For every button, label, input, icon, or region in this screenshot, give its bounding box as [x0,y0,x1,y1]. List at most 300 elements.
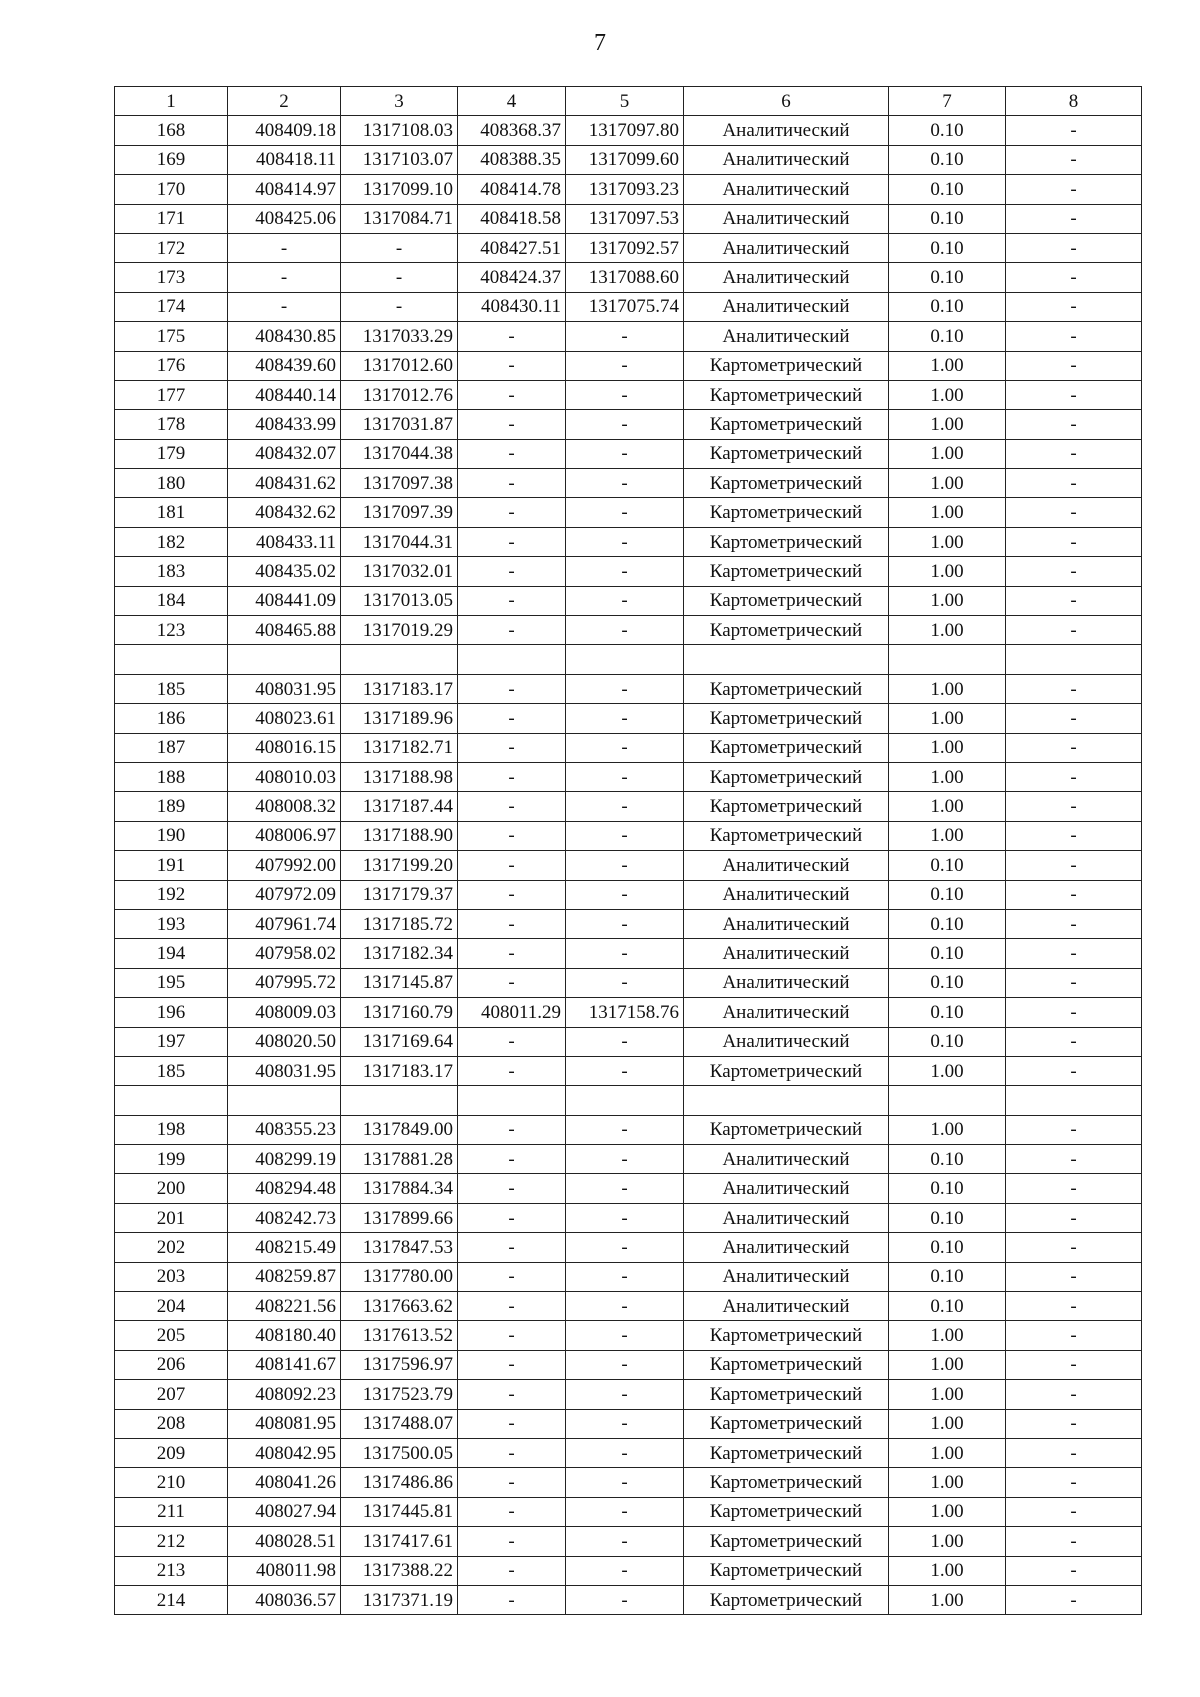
table-row [115,527,1142,556]
table-cell: 408424.37 [458,263,566,292]
table-cell [228,1086,341,1115]
table-cell: 184 [115,586,228,615]
table-cell: 204 [115,1292,228,1321]
table-cell: 408006.97 [228,821,341,850]
table-cell: - [1006,1115,1142,1144]
table-cell: - [1006,1233,1142,1262]
table-cell: - [228,233,341,262]
table-cell: 198 [115,1115,228,1144]
table-cell: 209 [115,1438,228,1467]
table-cell: 408242.73 [228,1203,341,1232]
table-cell: 0.10 [889,292,1006,321]
table-cell: - [458,1174,566,1203]
table-cell [458,645,566,674]
table-cell: 1317445.81 [341,1497,458,1526]
table-cell: - [458,1203,566,1232]
table-cell: 181 [115,498,228,527]
table-cell: 1317183.17 [341,674,458,703]
table-cell: 408439.60 [228,351,341,380]
table-cell: 408259.87 [228,1262,341,1291]
table-cell: - [228,292,341,321]
table-cell: 1.00 [889,1527,1006,1556]
table-cell: - [566,469,684,498]
table-cell: - [458,557,566,586]
table-cell: 408031.95 [228,674,341,703]
table-cell: - [1006,821,1142,850]
table-cell: - [458,704,566,733]
table-cell: - [1006,586,1142,615]
table-cell: 1317189.96 [341,704,458,733]
table-row [115,1115,1142,1144]
table-row [115,1321,1142,1350]
table-row [115,557,1142,586]
table-cell: Картометрический [684,1350,889,1379]
table-cell: - [458,1556,566,1585]
table-cell: Картометрический [684,1115,889,1144]
table-cell: 1317371.19 [341,1585,458,1614]
table-cell: - [458,586,566,615]
column-header: 5 [566,87,684,116]
table-cell: - [1006,351,1142,380]
table-cell: - [458,1409,566,1438]
table-cell: 171 [115,204,228,233]
table-cell: 408388.35 [458,145,566,174]
table-cell: - [458,1145,566,1174]
table-cell: 170 [115,175,228,204]
table-row [115,175,1142,204]
table-row [115,116,1142,145]
column-header: 8 [1006,87,1142,116]
table-cell: - [1006,674,1142,703]
table-cell: 0.10 [889,880,1006,909]
table-cell: 1317596.97 [341,1350,458,1379]
table-cell: Аналитический [684,145,889,174]
table-cell: - [1006,1292,1142,1321]
table-cell: 197 [115,1027,228,1056]
table-cell: - [566,586,684,615]
table-cell: - [566,380,684,409]
table-cell [1006,645,1142,674]
table-cell: 1.00 [889,498,1006,527]
table-cell: 203 [115,1262,228,1291]
table-cell: - [458,380,566,409]
table-cell: 1317012.76 [341,380,458,409]
table-cell: Аналитический [684,233,889,262]
table-cell: - [1006,1468,1142,1497]
table-cell: - [341,233,458,262]
table-row [115,586,1142,615]
table-cell: Картометрический [684,527,889,556]
table-cell: - [1006,1527,1142,1556]
table-cell: - [1006,410,1142,439]
table-cell: 1317179.37 [341,880,458,909]
table-cell: - [458,851,566,880]
table-cell: - [566,1203,684,1232]
table-cell: - [1006,733,1142,762]
table-cell: - [458,469,566,498]
table-cell: - [341,263,458,292]
table-cell: - [566,1145,684,1174]
table-cell: Картометрический [684,1438,889,1467]
table-cell: 1317093.23 [566,175,684,204]
table-cell: 1.00 [889,674,1006,703]
table-cell [566,1086,684,1115]
table-cell [889,645,1006,674]
table-cell: 408009.03 [228,998,341,1027]
table-cell: - [1006,469,1142,498]
table-row [115,762,1142,791]
table-cell: 1317031.87 [341,410,458,439]
table-row [115,998,1142,1027]
table-cell: - [566,616,684,645]
table-cell: 1.00 [889,1115,1006,1144]
table-cell: 408465.88 [228,616,341,645]
table-cell: 408092.23 [228,1380,341,1409]
table-cell: 408430.85 [228,322,341,351]
table-cell: 1.00 [889,1585,1006,1614]
table-row [115,821,1142,850]
table-cell [341,1086,458,1115]
table-cell: 1.00 [889,704,1006,733]
table-cell: - [566,733,684,762]
table-cell: 407992.00 [228,851,341,880]
table-row [115,1145,1142,1174]
table-cell: - [1006,1027,1142,1056]
table-cell: - [1006,1438,1142,1467]
table-cell: - [1006,292,1142,321]
table-cell: Аналитический [684,851,889,880]
table-cell: - [1006,616,1142,645]
table-cell: - [1006,175,1142,204]
table-cell: - [1006,527,1142,556]
table-cell: 187 [115,733,228,762]
table-cell: - [1006,380,1142,409]
table-row [115,1203,1142,1232]
table-cell: 172 [115,233,228,262]
table-cell: 175 [115,322,228,351]
table-cell: Картометрический [684,1585,889,1614]
table-cell: 0.10 [889,233,1006,262]
table-cell: - [1006,1497,1142,1526]
table-cell: - [458,909,566,938]
table-cell [684,1086,889,1115]
table-cell: - [458,762,566,791]
table-row [115,733,1142,762]
table-header-row [115,87,1142,116]
table-cell: 408028.51 [228,1527,341,1556]
table-cell: Картометрический [684,1556,889,1585]
table-row [115,1292,1142,1321]
table-cell: - [1006,1409,1142,1438]
table-cell: - [566,821,684,850]
table-cell: - [1006,1145,1142,1174]
table-cell: Картометрический [684,1527,889,1556]
table-cell: Аналитический [684,175,889,204]
table-cell [115,1086,228,1115]
table-cell: 177 [115,380,228,409]
table-cell: 408042.95 [228,1438,341,1467]
table-cell: - [566,322,684,351]
table-cell: 174 [115,292,228,321]
table-row [115,1468,1142,1497]
table-cell: - [1006,880,1142,909]
table-cell: 1317044.38 [341,439,458,468]
table-cell: 0.10 [889,116,1006,145]
table-cell: Картометрический [684,1321,889,1350]
table-cell: Картометрический [684,1468,889,1497]
table-cell: Аналитический [684,263,889,292]
table-cell: 1.00 [889,1556,1006,1585]
table-cell: 0.10 [889,1262,1006,1291]
table-cell: 1.00 [889,469,1006,498]
table-cell: 408141.67 [228,1350,341,1379]
table-cell: Аналитический [684,909,889,938]
table-cell: 1.00 [889,1438,1006,1467]
table-cell: 1.00 [889,586,1006,615]
table-cell: 408041.26 [228,1468,341,1497]
table-cell: 185 [115,674,228,703]
table-cell: - [566,1409,684,1438]
table-cell: - [1006,1380,1142,1409]
table-cell: Картометрический [684,498,889,527]
table-cell: 408221.56 [228,1292,341,1321]
table-cell: 179 [115,439,228,468]
table-cell: 1.00 [889,557,1006,586]
table-cell: 211 [115,1497,228,1526]
table-cell: - [458,968,566,997]
table-cell: 1317881.28 [341,1145,458,1174]
table-row [115,1409,1142,1438]
column-header: 7 [889,87,1006,116]
table-cell: - [1006,204,1142,233]
table-cell: - [566,909,684,938]
table-cell: - [341,292,458,321]
table-cell: - [228,263,341,292]
table-cell: 0.10 [889,263,1006,292]
table-cell: - [566,498,684,527]
table-cell: 176 [115,351,228,380]
table-cell: - [1006,263,1142,292]
table-cell: 0.10 [889,968,1006,997]
table-row [115,439,1142,468]
table-cell: - [1006,792,1142,821]
table-row [115,792,1142,821]
table-cell: 408418.58 [458,204,566,233]
table-cell: 408414.97 [228,175,341,204]
table-cell: - [458,1262,566,1291]
table-cell: - [566,1174,684,1203]
table-cell: 0.10 [889,1027,1006,1056]
table-cell: - [566,1527,684,1556]
table-cell: - [458,674,566,703]
table-cell: - [458,1527,566,1556]
table-row [115,939,1142,968]
table-cell: 1317663.62 [341,1292,458,1321]
table-cell: 408020.50 [228,1027,341,1056]
table-cell: - [566,1468,684,1497]
table-row [115,1585,1142,1614]
table-cell: - [566,1380,684,1409]
table-cell: - [458,1233,566,1262]
table-cell: 188 [115,762,228,791]
table-cell: 1.00 [889,616,1006,645]
table-cell: 1317012.60 [341,351,458,380]
table-cell: 408036.57 [228,1585,341,1614]
table-cell: - [458,351,566,380]
table-cell: 192 [115,880,228,909]
table-cell [889,1086,1006,1115]
table-cell: 1317182.71 [341,733,458,762]
table-cell: Аналитический [684,939,889,968]
table-cell [684,645,889,674]
table-cell: 408431.62 [228,469,341,498]
table-cell: 183 [115,557,228,586]
table-cell: Аналитический [684,998,889,1027]
table-row [115,1174,1142,1203]
table-cell: 1.00 [889,410,1006,439]
table-cell: 408414.78 [458,175,566,204]
table-row [115,292,1142,321]
table-cell: Аналитический [684,116,889,145]
table-cell: 1317099.10 [341,175,458,204]
table-cell: 407961.74 [228,909,341,938]
table-cell: 200 [115,1174,228,1203]
table-cell: - [566,1262,684,1291]
table-cell: - [566,1027,684,1056]
table-cell: - [566,1350,684,1379]
table-cell: 1317092.57 [566,233,684,262]
table-cell: - [1006,1056,1142,1085]
table-cell: 1.00 [889,733,1006,762]
table-cell: Картометрический [684,762,889,791]
table-cell: 408027.94 [228,1497,341,1526]
table-cell: - [458,1027,566,1056]
table-cell: - [1006,1262,1142,1291]
table-cell: 189 [115,792,228,821]
table-cell: 0.10 [889,909,1006,938]
table-cell: - [458,880,566,909]
table-cell: 0.10 [889,1292,1006,1321]
table-cell: - [458,439,566,468]
table-cell: Картометрический [684,469,889,498]
table-cell: 185 [115,1056,228,1085]
table-cell: 1317847.53 [341,1233,458,1262]
table-cell: 196 [115,998,228,1027]
table-cell: 1317388.22 [341,1556,458,1585]
table-cell: 1.00 [889,762,1006,791]
table-cell: 1317188.90 [341,821,458,850]
table-cell: 0.10 [889,939,1006,968]
table-cell: - [566,1497,684,1526]
table-cell: 408435.02 [228,557,341,586]
table-cell: 0.10 [889,145,1006,174]
table-cell: 1317013.05 [341,586,458,615]
table-cell: 1317884.34 [341,1174,458,1203]
table-cell: - [458,1321,566,1350]
table-cell: 1317075.74 [566,292,684,321]
table-cell: 408355.23 [228,1115,341,1144]
table-cell: - [566,1292,684,1321]
table-cell: - [1006,1556,1142,1585]
table-cell: 1317097.38 [341,469,458,498]
table-cell: 0.10 [889,851,1006,880]
table-cell: Картометрический [684,439,889,468]
table-cell: - [1006,557,1142,586]
table-cell: 1317145.87 [341,968,458,997]
table-cell: 202 [115,1233,228,1262]
table-cell: - [1006,322,1142,351]
table-cell: - [566,762,684,791]
table-cell: Картометрический [684,616,889,645]
table-row [115,233,1142,262]
table-row [115,1027,1142,1056]
table-cell: 1.00 [889,792,1006,821]
table-cell: 199 [115,1145,228,1174]
table-row [115,1497,1142,1526]
table-cell: 408011.98 [228,1556,341,1585]
table-cell: 168 [115,116,228,145]
table-cell: 408023.61 [228,704,341,733]
table-cell: Аналитический [684,322,889,351]
table-row [115,880,1142,909]
table-cell: 0.10 [889,322,1006,351]
table-cell: 212 [115,1527,228,1556]
table-cell: - [1006,1350,1142,1379]
table-cell: - [458,733,566,762]
table-row [115,674,1142,703]
table-cell: 186 [115,704,228,733]
table-cell: 408432.07 [228,439,341,468]
table-cell: - [458,322,566,351]
table-cell: 1317613.52 [341,1321,458,1350]
table-cell: - [566,1321,684,1350]
table-row [115,1233,1142,1262]
table-cell: 1317899.66 [341,1203,458,1232]
table-cell: 1317160.79 [341,998,458,1027]
table-cell: - [1006,909,1142,938]
table-cell: Картометрический [684,410,889,439]
table-cell: - [566,351,684,380]
table-cell: - [1006,439,1142,468]
table-cell: 408430.11 [458,292,566,321]
table-cell: 213 [115,1556,228,1585]
table-cell: 408433.11 [228,527,341,556]
table-cell: 1317103.07 [341,145,458,174]
table-cell: Картометрический [684,674,889,703]
table-cell [228,645,341,674]
table-cell: Аналитический [684,1027,889,1056]
table-row [115,704,1142,733]
table-cell: 408031.95 [228,1056,341,1085]
table-cell: 191 [115,851,228,880]
table-cell: 1317188.98 [341,762,458,791]
table-row [115,351,1142,380]
table-cell: 1.00 [889,1350,1006,1379]
table-cell: 206 [115,1350,228,1379]
table-cell: - [458,792,566,821]
table-row [115,851,1142,880]
table-cell: Аналитический [684,1292,889,1321]
table-row [115,1438,1142,1467]
table-cell [115,645,228,674]
table-cell: 123 [115,616,228,645]
table-row [115,1350,1142,1379]
table-cell: 408008.32 [228,792,341,821]
table-cell: 408425.06 [228,204,341,233]
table-cell: Аналитический [684,1233,889,1262]
table-cell: - [566,410,684,439]
table-cell: - [1006,1585,1142,1614]
